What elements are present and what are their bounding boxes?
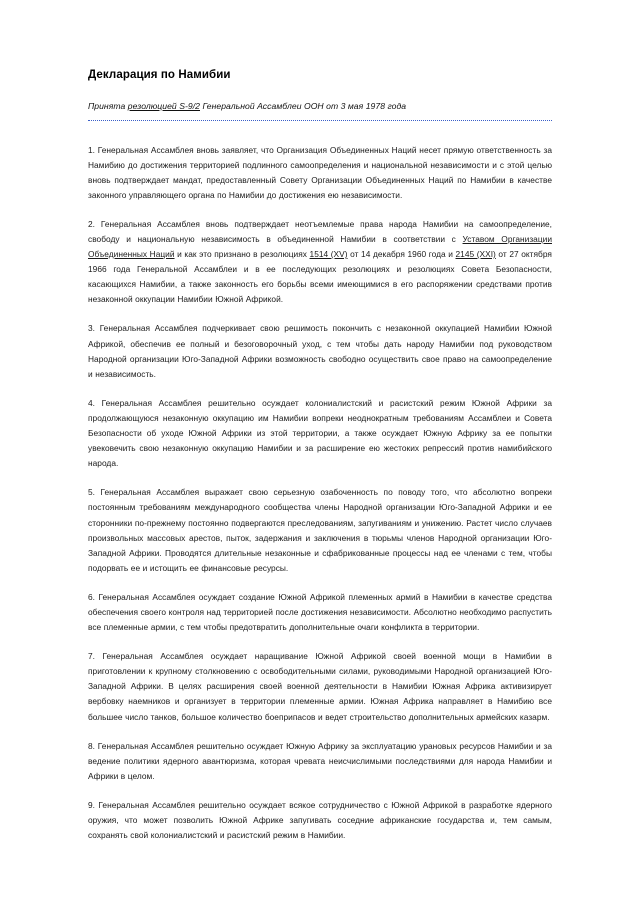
paragraph-4: 4. Генеральная Ассамблея решительно осуждает колониалистский и расистский режим Южной Африки за продолжающуюся незаконную оккупацию им Намибии вопреки неоднократным требованиям Ассамблеи и Совета Безопасности об уходе Южной Африки из этой территории, а также осуждает Южную Африку за ее попытки увековечить свою незаконную оккупацию Намибии и за расширение ею жестоких репрессий против намибийского народа.: [88, 397, 552, 469]
paragraph-2-segment-6: от 27 октября 1966 года Генеральной Ассамблеи и в ее последующих резолюциях и резолюциях Совета Безопасности, касающихся Намибии, а также законность его борьбы всеми имеющимися в его распоряжении средствами против незаконной оккупации Намибии Южной Африкой.: [88, 249, 552, 305]
paragraph-2-segment-0: 2. Генеральная Ассамблея вновь подтверждает неотъемлемые права народа Намибии на самоопределение, свободу и национальную независимость в объединенной Намибии в соответствии с: [88, 218, 552, 244]
paragraph-1: 1. Генеральная Ассамблея вновь заявляет, что Организация Объединенных Наций несет прямую ответственность за Намибию до достижения территорией подлинного самоопределения и национальной независимости и с этой целью вновь подтверждает мандат, предоставленный Совету Организации Объединенных Наций по Намибии в качестве законного управляющего органа по Намибии до достижения ею независимости.: [88, 144, 552, 200]
paragraph-5: 5. Генеральная Ассамблея выражает свою серьезную озабоченность по поводу того, что абсолютно вопреки постоянным требованиям международного сообщества члены Народной организации Юго-Западной Африки и ее сторонники по-прежнему постоянно подвергаются преследованиям, запугиваниям и унижению. Растет число случаев произвольных массовых арестов, пыток, задержания и заключения в тюрьмы членов Народной организации Юго-Западной Африки. Проводятся длительные незаконные и сфабрикованные процессы над ее членами с тем, чтобы подорвать ее и истощить ее финансовые ресурсы.: [88, 487, 552, 573]
paragraph-2-segment-2: и как это признано в резолюциях: [174, 249, 310, 260]
paragraph-6: 6. Генеральная Ассамблея осуждает создание Южной Африкой племенных армий в Намибии в качестве средства обеспечения своего контроля над территорией после достижения независимости. Абсолютно необходимо распустить все племенные армии, с тем чтобы предотвратить дополнительные очаги конфликта в территории.: [88, 591, 552, 633]
resolution-link-2145-xxi[interactable]: 2145 (XXI): [455, 249, 496, 260]
document-subtitle: [88, 101, 552, 113]
paragraph-2-segment-4: от 14 декабря 1960 года и: [347, 249, 456, 260]
resolution-link-1514-xv[interactable]: 1514 (XV): [309, 249, 348, 260]
paragraph-9: 9. Генеральная Ассамблея решительно осуждает всякое сотрудничество с Южной Африкой в разработке ядерного оружия, что может позволить Южной Африке запугивать соседние африканские государства и, тем самым, сохранять свой колониалистский и расистский режим в Намибии.: [88, 799, 552, 841]
page-title: Декларация по Намибии: [88, 69, 231, 81]
resolution-link-s-9-2[interactable]: резолюцией S-9/2: [127, 100, 200, 111]
paragraph-8: 8. Генеральная Ассамблея решительно осуждает Южную Африку за эксплуатацию урановых ресурсов Намибии и за ведение политики ядерного авантюризма, которая чревата неисчислимыми последствиями для народа Намибии и Африки в целом.: [88, 740, 552, 781]
paragraph-3: 3. Генеральная Ассамблея подчеркивает свою решимость покончить с незаконной оккупацией Намибии Южной Африкой, обеспечив ее полный и безоговорочный уход, с тем чтобы дать народу Намибии под руководством Народной организации Юго-Западной Африки возможность свободно осуществить свое право на самоопределение и независимость.: [88, 323, 552, 379]
charter-un-link[interactable]: Уставом Организации Объединенных Наций: [88, 234, 552, 260]
paragraph-7: 7. Генеральная Ассамблея осуждает наращивание Южной Африкой своей военной мощи в Намибии в приготовлении к крупному столкновению с освободительными силами, руководимыми Народной организацией Юго-Западной Африки. В целях расширения своей военной деятельности в Намибии Южная Африка активизирует вербовку наемников и организует в территории племенные армии. Южная Африка направляет в Намибию все большее число танков, большое количество боеприпасов и ведет строительство дополнительных армейских казарм.: [88, 651, 552, 722]
subtitle-suffix-text: Генеральной Ассамблеи ООН от 3 мая 1978 года: [200, 100, 407, 111]
header-separator: [88, 120, 552, 121]
subtitle-prefix-text: Принята: [88, 100, 128, 111]
paragraph-2: [88, 217, 552, 308]
